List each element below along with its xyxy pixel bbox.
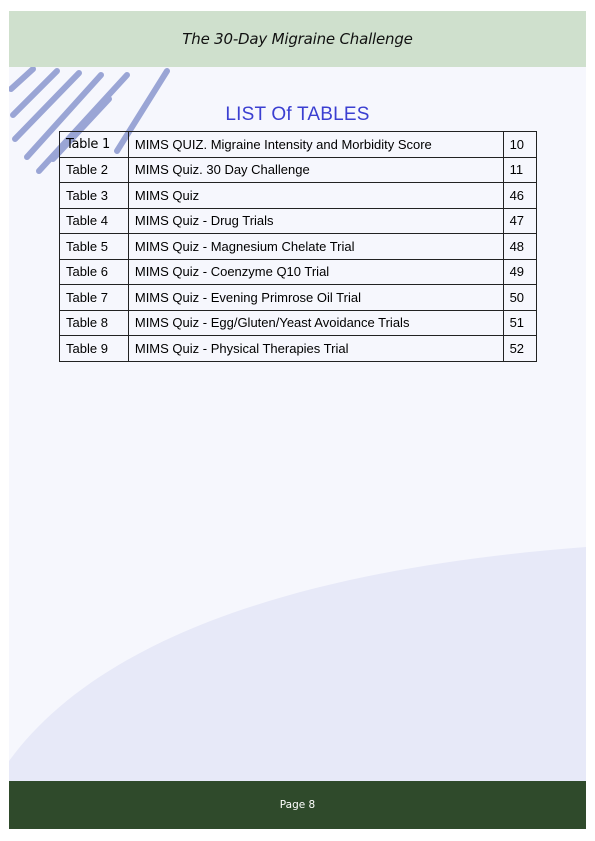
list-of-tables-heading: LIST Of TABLES (225, 104, 370, 125)
table-caption: MIMS Quiz - Coenzyme Q10 Trial (128, 259, 503, 285)
decorative-wave (9, 531, 586, 781)
table-label: Table 1 (60, 132, 129, 158)
table-label: Table 4 (60, 208, 129, 234)
table-row[interactable] (60, 285, 537, 311)
table-page-number: 48 (503, 234, 536, 260)
table-caption: MIMS QUIZ. Migraine Intensity and Morbidity Score (128, 132, 503, 158)
table-page-number: 50 (503, 285, 536, 311)
table-row[interactable] (60, 183, 537, 209)
table-row[interactable] (60, 310, 537, 336)
table-row[interactable] (60, 208, 537, 234)
table-row[interactable] (60, 336, 537, 362)
page-number: Page 8 (279, 799, 316, 811)
table-caption: MIMS Quiz - Magnesium Chelate Trial (128, 234, 503, 260)
table-label: Table 7 (60, 285, 129, 311)
page-header (9, 11, 586, 67)
table-label: Table 9 (60, 336, 129, 362)
table-caption: MIMS Quiz. 30 Day Challenge (128, 157, 503, 183)
table-label: Table 8 (60, 310, 129, 336)
table-caption: MIMS Quiz (128, 183, 503, 209)
table-page-number: 47 (503, 208, 536, 234)
document-page (9, 11, 586, 829)
table-row[interactable] (60, 132, 537, 158)
table-page-number: 51 (503, 310, 536, 336)
table-page-number: 10 (503, 132, 536, 158)
table-caption: MIMS Quiz - Drug Trials (128, 208, 503, 234)
document-title: The 30-Day Migraine Challenge (182, 30, 413, 48)
table-page-number: 11 (503, 157, 536, 183)
table-caption: MIMS Quiz - Physical Therapies Trial (128, 336, 503, 362)
table-row[interactable] (60, 259, 537, 285)
table-label: Table 5 (60, 234, 129, 260)
table-label: Table 6 (60, 259, 129, 285)
table-label: Table 3 (60, 183, 129, 209)
table-label: Table 2 (60, 157, 129, 183)
table-caption: MIMS Quiz - Egg/Gluten/Yeast Avoidance Trials (128, 310, 503, 336)
table-page-number: 49 (503, 259, 536, 285)
table-page-number: 46 (503, 183, 536, 209)
page-footer (9, 781, 586, 829)
table-page-number: 52 (503, 336, 536, 362)
table-row[interactable] (60, 234, 537, 260)
table-row[interactable] (60, 157, 537, 183)
list-of-tables (59, 131, 537, 362)
table-caption: MIMS Quiz - Evening Primrose Oil Trial (128, 285, 503, 311)
